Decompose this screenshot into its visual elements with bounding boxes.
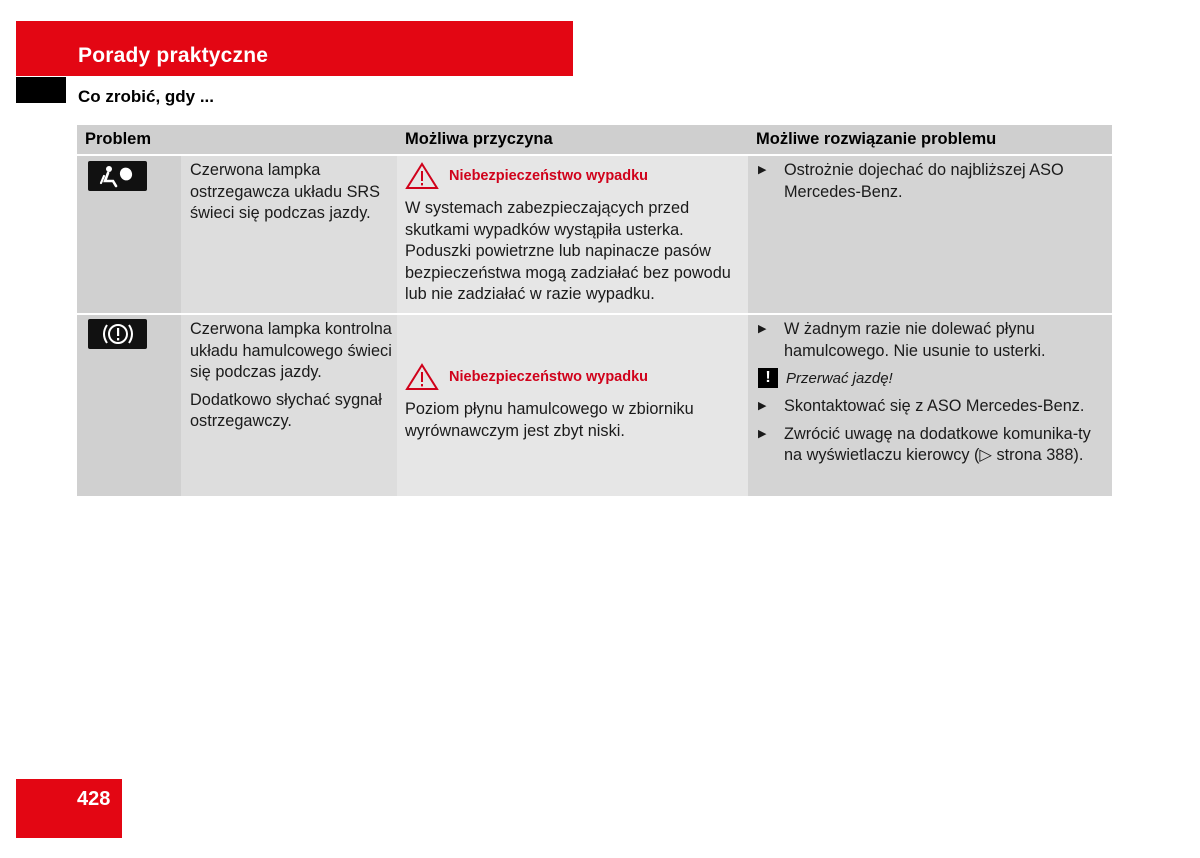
solution-text: Skontaktować się z ASO Mercedes-Benz.	[784, 397, 1085, 415]
solution-text: Zwrócić uwagę na dodatkowe komunika-ty na wyświetlaczu kierowcy (▷ strona 388).	[784, 424, 1091, 464]
problem-cell	[77, 156, 397, 313]
bullet-arrow-icon: ▶	[758, 164, 767, 176]
stop-note-text: Przerwać jazdę!	[786, 369, 893, 387]
header-solution: Możliwe rozwiązanie problemu	[756, 130, 997, 148]
solution-cell	[748, 156, 1112, 313]
list-item	[758, 424, 1106, 467]
solution-text: Ostrożnie dojechać do najbliższej ASO Mercedes-Benz.	[784, 161, 1064, 201]
exclamation-stop-icon: !	[758, 368, 778, 388]
table-header	[77, 125, 1112, 154]
brake-warning-icon	[88, 319, 147, 349]
table-row	[77, 156, 1112, 313]
warning-triangle-icon	[405, 363, 439, 391]
problem-description	[181, 156, 397, 313]
bullet-arrow-icon: ▶	[758, 427, 767, 440]
problem-text: Czerwona lampka kontrolna układu hamulcowego świeci się podczas jazdy.	[190, 320, 392, 381]
problem-text: Dodatkowo słychać sygnał ostrzegawczy.	[190, 390, 382, 430]
warning-heading	[405, 363, 740, 391]
cause-text: Poziom płynu hamulcowego w zbiorniku wyrównawczym jest zbyt niski.	[405, 400, 694, 440]
list-item	[758, 396, 1106, 418]
bullet-arrow-icon: ▶	[758, 400, 767, 412]
subsection-title: Co zrobić, gdy ...	[78, 87, 215, 106]
problem-cell	[77, 315, 397, 496]
page-number: 428	[77, 788, 111, 810]
bullet-arrow-icon: ▶	[758, 323, 767, 335]
cause-text: W systemach zabezpieczających przed skutkami wypadków wystąpiła usterka. Poduszki powietrzne lub napinacze pasów bezpieczeństwa mogą zadziałać bez powodu lub nie zadziałać w razie wypadku.	[405, 199, 731, 303]
table-row	[77, 315, 1112, 496]
subsection-marker	[16, 77, 66, 103]
warning-triangle-icon	[405, 162, 439, 190]
header-cause: Możliwa przyczyna	[405, 130, 553, 148]
stop-note	[758, 368, 1106, 388]
solution-text: W żadnym razie nie dolewać płynu hamulcowego. Nie usunie to usterki.	[784, 320, 1046, 360]
warning-label: Niebezpieczeństwo wypadku	[449, 168, 649, 184]
warning-heading	[405, 162, 740, 190]
airbag-srs-warning-icon	[88, 161, 147, 191]
list-item	[758, 319, 1106, 362]
problem-description	[181, 315, 397, 496]
icon-cell	[77, 156, 181, 313]
problem-text: Czerwona lampka ostrzegawcza układu SRS świeci się podczas jazdy.	[190, 161, 381, 222]
cause-cell	[397, 156, 748, 313]
warning-label: Niebezpieczeństwo wypadku	[449, 369, 649, 385]
list-item	[758, 160, 1106, 203]
section-title: Porady praktyczne	[78, 44, 269, 67]
icon-cell	[77, 315, 181, 496]
troubleshooting-table	[77, 125, 1112, 498]
header-problem: Problem	[85, 130, 152, 148]
cause-cell	[397, 315, 748, 496]
solution-cell	[748, 315, 1112, 496]
